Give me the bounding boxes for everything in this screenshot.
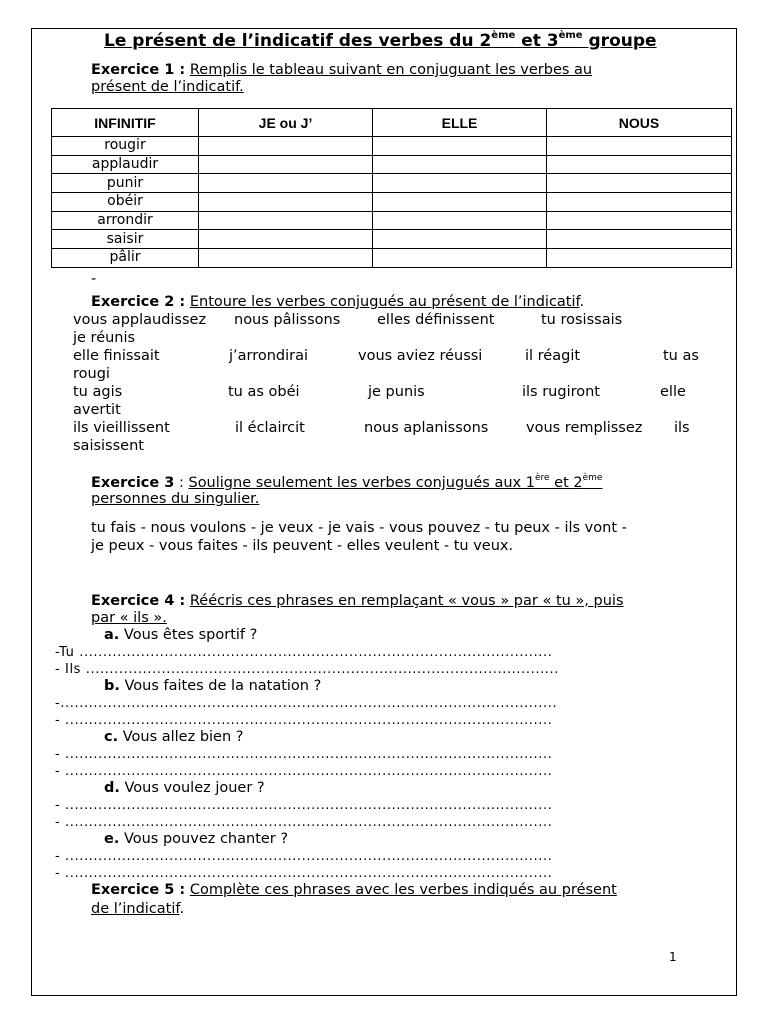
table-row (52, 137, 732, 156)
answer-line[interactable]: - ....................................................................................................... (55, 764, 553, 779)
verb-cell: saisir (52, 230, 199, 249)
page-number: 1 (669, 950, 677, 964)
verb-option[interactable]: tu as (663, 348, 699, 364)
answer-cell[interactable] (199, 193, 373, 212)
verb-option[interactable]: nous pâlissons (234, 312, 341, 328)
answer-cell[interactable] (199, 211, 373, 230)
answer-cell[interactable] (373, 249, 547, 268)
verb-cell: punir (52, 174, 199, 193)
answer-cell[interactable] (547, 155, 732, 174)
table-row (52, 155, 732, 174)
table-row (52, 249, 732, 268)
answer-cell[interactable] (199, 230, 373, 249)
exercise-5-heading: Exercice 5 : Complète ces phrases avec les verbes indiqués au présent (91, 882, 617, 898)
answer-cell[interactable] (547, 137, 732, 156)
answer-cell[interactable] (547, 230, 732, 249)
answer-cell[interactable] (547, 174, 732, 193)
verb-option[interactable]: tu agis (73, 384, 123, 400)
verb-cell: rougir (52, 137, 199, 156)
stray-dash: - (91, 271, 97, 287)
verb-cell: applaudir (52, 155, 199, 174)
column-header-je: JE ou J’ (199, 109, 373, 137)
answer-cell[interactable] (199, 174, 373, 193)
exercise-4-heading-line2: par « ils ». (91, 610, 167, 626)
verb-option[interactable]: tu as obéi (228, 384, 300, 400)
answer-line[interactable]: -......................................................................................................... (55, 696, 558, 711)
exercise-1-heading-line2: présent de l’indicatif. (91, 79, 244, 95)
exercise-3-heading-line2: personnes du singulier. (91, 491, 260, 507)
verb-option[interactable]: avertit (73, 402, 121, 418)
answer-line[interactable]: - ....................................................................................................... (55, 713, 553, 728)
verb-option[interactable]: elle finissait (73, 348, 160, 364)
table-row (52, 174, 732, 193)
answer-line[interactable]: - Ils .................................................................................................... (55, 662, 560, 677)
table-row (52, 193, 732, 212)
question-a: a. Vous êtes sportif ? (104, 627, 258, 643)
verb-option[interactable]: il réagit (525, 348, 581, 364)
verb-option[interactable]: elle (660, 384, 686, 400)
answer-cell[interactable] (373, 174, 547, 193)
table-row (52, 230, 732, 249)
verb-option[interactable]: ils (674, 420, 690, 436)
column-header-nous: NOUS (547, 109, 732, 137)
exercise-3-heading: Exercice 3 : Souligne seulement les verbes conjugués aux 1ère et 2ème (91, 473, 603, 491)
verb-cell: arrondir (52, 211, 199, 230)
exercise-2-heading: Exercice 2 : Entoure les verbes conjugués au présent de l’indicatif. (91, 294, 585, 310)
answer-cell[interactable] (199, 137, 373, 156)
answer-line[interactable]: - ....................................................................................................... (55, 798, 553, 813)
verb-option[interactable]: vous applaudissez (73, 312, 207, 328)
exercise-3-verbs-line2[interactable]: je peux - vous faites - ils peuvent - elles veulent - tu veux. (91, 538, 514, 554)
answer-cell[interactable] (373, 155, 547, 174)
page-title: Le présent de l’indicatif des verbes du 2ème et 3ème groupe (104, 30, 657, 51)
answer-cell[interactable] (373, 193, 547, 212)
answer-line[interactable]: - ....................................................................................................... (55, 866, 553, 881)
verb-option[interactable]: je réunis (73, 330, 136, 346)
conjugation-table (51, 108, 732, 268)
answer-cell[interactable] (373, 230, 547, 249)
exercise-3-verbs-line1[interactable]: tu fais - nous voulons - je veux - je vais - vous pouvez - tu peux - ils vont - (91, 520, 627, 536)
question-d: d. Vous voulez jouer ? (104, 780, 265, 796)
verb-option[interactable]: rougi (73, 366, 110, 382)
answer-cell[interactable] (547, 193, 732, 212)
answer-line[interactable]: - ....................................................................................................... (55, 747, 553, 762)
answer-cell[interactable] (373, 137, 547, 156)
question-b: b. Vous faites de la natation ? (104, 678, 322, 694)
answer-cell[interactable] (547, 211, 732, 230)
verb-option[interactable]: saisissent (73, 438, 144, 454)
verb-option[interactable]: vous remplissez (526, 420, 643, 436)
table-header-row (52, 109, 732, 137)
verb-option[interactable]: vous aviez réussi (358, 348, 483, 364)
verb-option[interactable]: nous aplanissons (364, 420, 489, 436)
verb-cell: obéir (52, 193, 199, 212)
answer-cell[interactable] (547, 249, 732, 268)
verb-option[interactable]: je punis (368, 384, 425, 400)
exercise-1-heading: Exercice 1 : Remplis le tableau suivant en conjuguant les verbes au (91, 62, 593, 78)
answer-cell[interactable] (199, 249, 373, 268)
answer-cell[interactable] (199, 155, 373, 174)
question-c: c. Vous allez bien ? (104, 729, 244, 745)
answer-line[interactable]: - ....................................................................................................... (55, 815, 553, 830)
question-e: e. Vous pouvez chanter ? (104, 831, 289, 847)
answer-line[interactable]: -Tu .................................................................................................... (55, 645, 553, 660)
column-header-elle: ELLE (373, 109, 547, 137)
exercise-5-heading-line2: de l’indicatif. (91, 901, 185, 917)
table-row (52, 211, 732, 230)
exercise-4-heading: Exercice 4 : Réécris ces phrases en remplaçant « vous » par « tu », puis (91, 593, 624, 609)
answer-line[interactable]: - ....................................................................................................... (55, 849, 553, 864)
verb-option[interactable]: ils vieillissent (73, 420, 170, 436)
verb-cell: pâlir (52, 249, 199, 268)
verb-option[interactable]: il éclaircit (235, 420, 305, 436)
verb-option[interactable]: elles définissent (377, 312, 495, 328)
verb-option[interactable]: tu rosissais (541, 312, 623, 328)
verb-option[interactable]: j’arrondirai (229, 348, 309, 364)
verb-option[interactable]: ils rugiront (522, 384, 600, 400)
answer-cell[interactable] (373, 211, 547, 230)
column-header-infinitif: INFINITIF (52, 109, 199, 137)
